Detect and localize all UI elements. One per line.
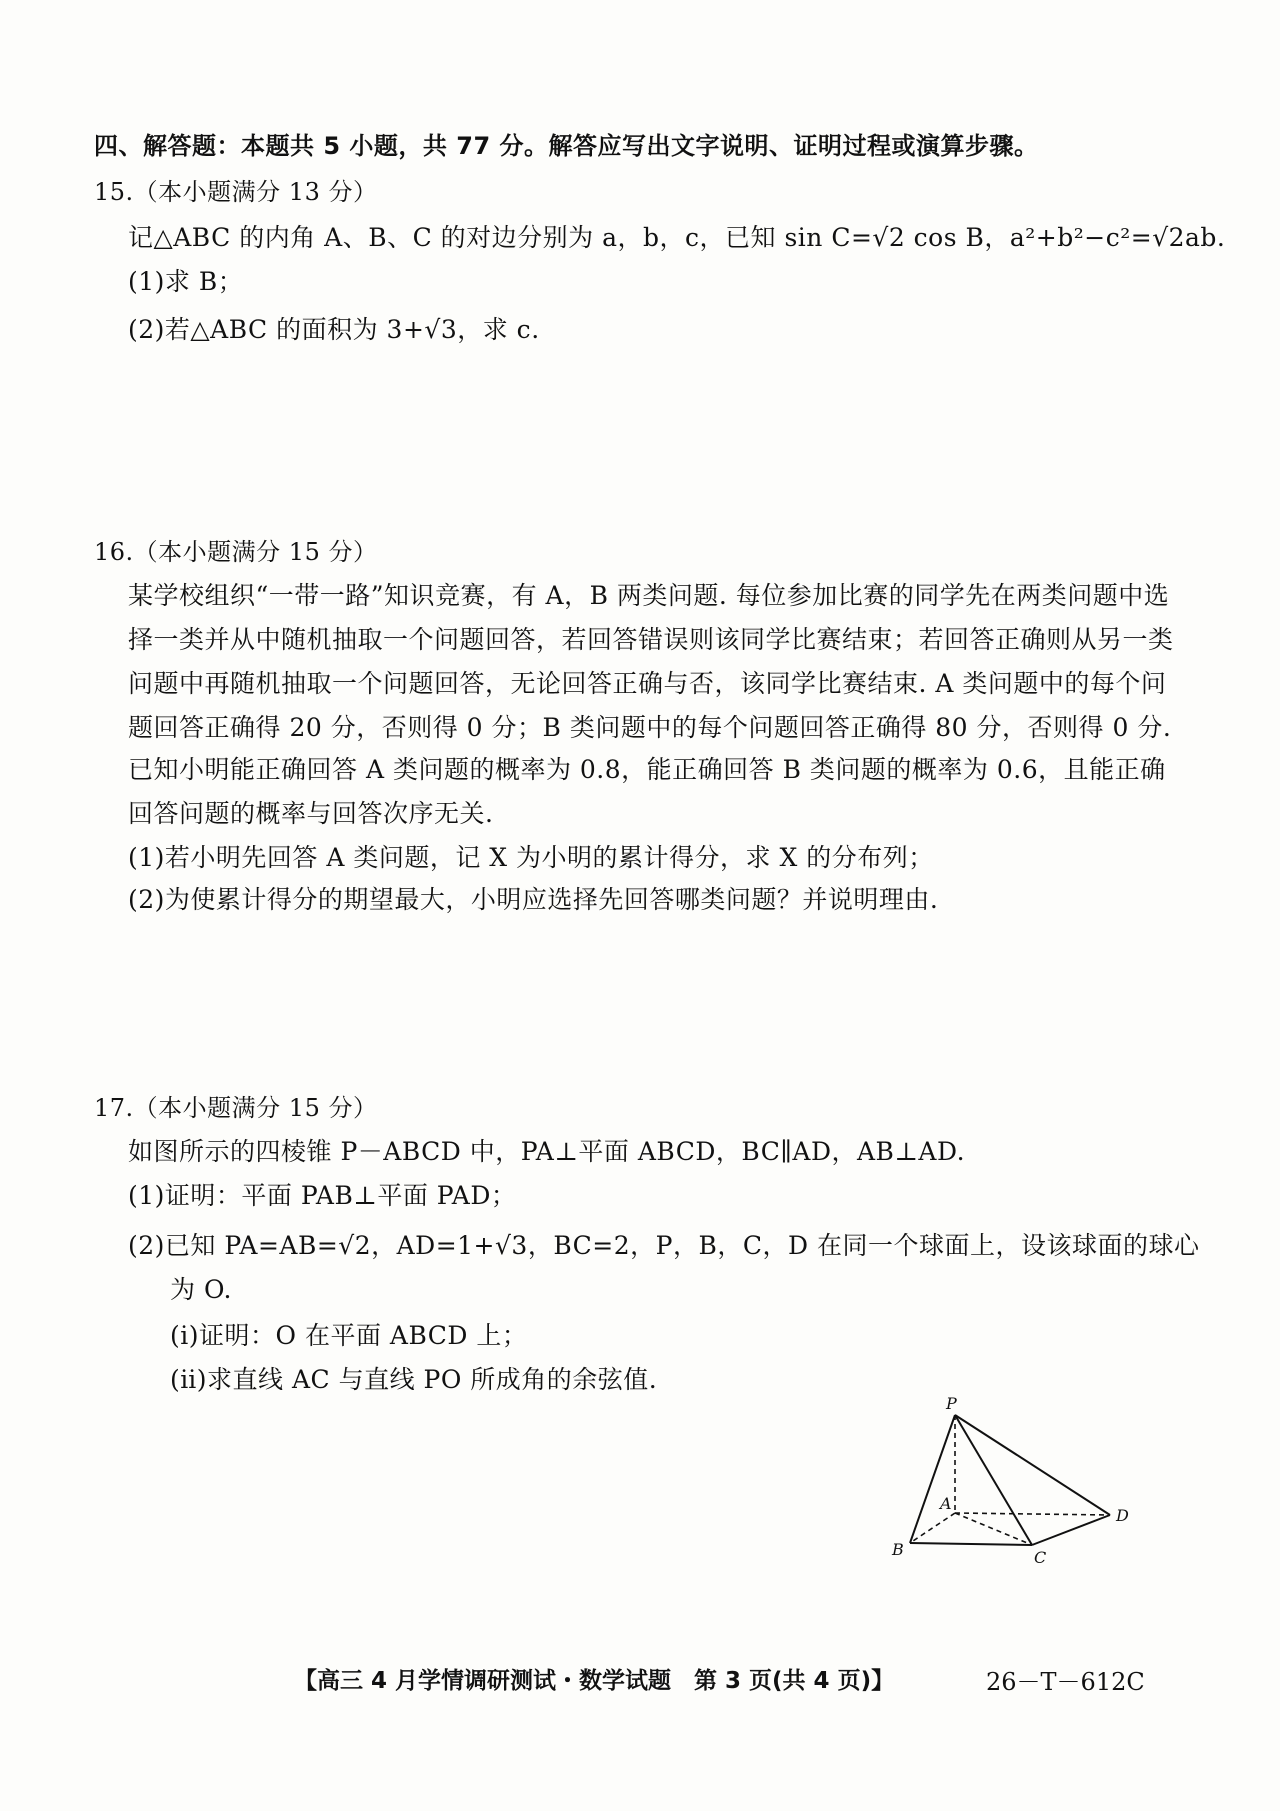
edge-PB (910, 1415, 955, 1543)
q15-stem: 记△ABC 的内角 A、B、C 的对边分别为 a，b，c，已知 sin C=√2 cos B，a²+b²−c²=√2ab. (128, 223, 1226, 252)
q17-part1: (1)证明：平面 PAB⊥平面 PAD； (128, 1181, 517, 1210)
edge-AC (955, 1513, 1032, 1545)
section-heading: 四、解答题：本题共 5 小题，共 77 分。解答应写出文字说明、证明过程或演算步骤。 (94, 132, 1039, 160)
label-B: B (892, 1540, 904, 1559)
q16-line-3: 问题中再随机抽取一个问题回答，无论回答正确与否，该同学比赛结束. A 类问题中的每个问 (128, 669, 1167, 698)
q17-sub1: (ⅰ)证明：O 在平面 ABCD 上； (170, 1321, 528, 1350)
footer-title: 【高三 4 月学情调研测试・数学试题 第 3 页(共 4 页)】 (294, 1668, 895, 1694)
label-D: D (1116, 1506, 1129, 1525)
pyramid-figure (880, 1395, 1140, 1565)
footer-code: 26－T－612C (986, 1668, 1145, 1696)
edge-AB (910, 1513, 955, 1543)
q17-sub2: (ⅱ)求直线 AC 与直线 PO 所成角的余弦值. (170, 1365, 658, 1394)
q15-part1: (1)求 B； (128, 267, 244, 296)
edge-PD (955, 1415, 1110, 1515)
q15-part2: (2)若△ABC 的面积为 3+√3，求 c. (128, 315, 540, 344)
q16-part1: (1)若小明先回答 A 类问题，记 X 为小明的累计得分，求 X 的分布列； (128, 843, 934, 872)
q16-line-1: 某学校组织“一带一路”知识竞赛，有 A，B 两类问题. 每位参加比赛的同学先在两类问题中选 (128, 581, 1170, 610)
label-C: C (1034, 1548, 1047, 1565)
label-P: P (946, 1395, 957, 1413)
edge-AD (955, 1513, 1110, 1515)
q15-header: 15.（本小题满分 13 分） (94, 178, 378, 206)
edge-CD (1032, 1515, 1110, 1545)
label-A: A (940, 1494, 952, 1513)
edge-PC (955, 1415, 1032, 1545)
q17-part2-line1: (2)已知 PA=AB=√2，AD=1+√3，BC=2，P，B，C，D 在同一个球面上，设该球面的球心 (128, 1231, 1200, 1260)
q17-header: 17.（本小题满分 15 分） (94, 1094, 378, 1122)
q16-line-6: 回答问题的概率与回答次序无关. (128, 799, 494, 828)
q16-line-5: 已知小明能正确回答 A 类问题的概率为 0.8，能正确回答 B 类问题的概率为 0.6，且能正确 (128, 755, 1166, 784)
q16-line-4: 题回答正确得 20 分，否则得 0 分；B 类问题中的每个问题回答正确得 80 分，否则得 0 分. (128, 713, 1172, 742)
q16-line-2: 择一类并从中随机抽取一个问题回答，若回答错误则该同学比赛结束；若回答正确则从另一类 (128, 625, 1174, 654)
q17-stem: 如图所示的四棱锥 P－ABCD 中，PA⊥平面 ABCD，BC∥AD，AB⊥AD. (128, 1137, 966, 1166)
q16-part2: (2)为使累计得分的期望最大，小明应选择先回答哪类问题？并说明理由. (128, 885, 939, 914)
edge-BC (910, 1543, 1032, 1545)
q16-header: 16.（本小题满分 15 分） (94, 538, 378, 566)
q17-part2-line2: 为 O. (170, 1275, 232, 1304)
